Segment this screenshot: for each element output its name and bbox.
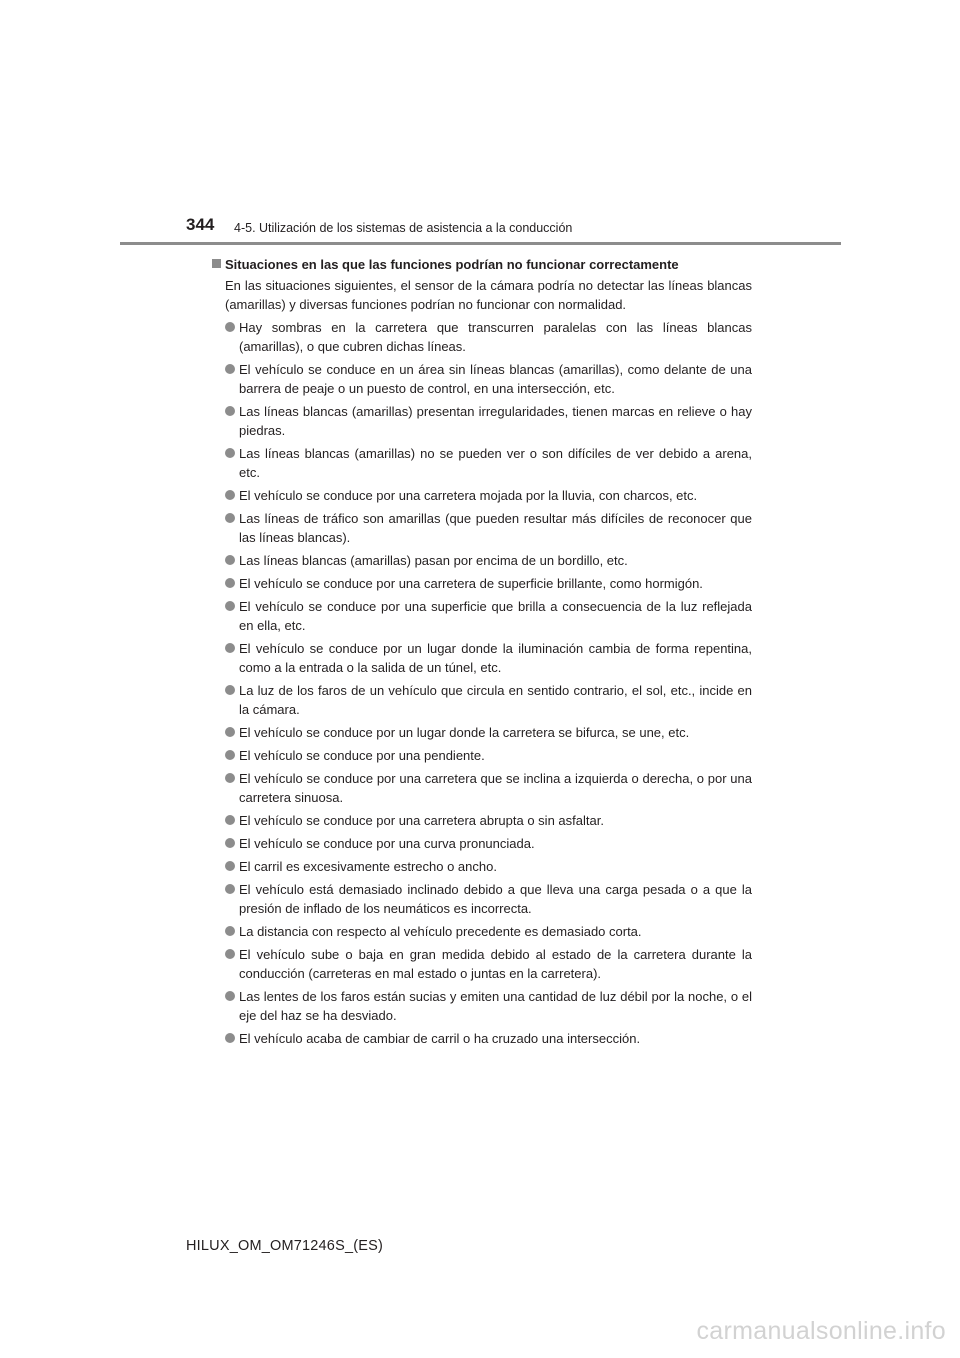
- list-item-text: Las líneas de tráfico son amarillas (que pueden resultar más difíciles de reconocer que las líneas blancas).: [239, 511, 752, 545]
- list-item: [212, 857, 752, 876]
- circle-bullet-icon: [225, 949, 235, 959]
- list-item-text: El vehículo se conduce por una carretera de superficie brillante, como hormigón.: [239, 576, 703, 591]
- list-item-text: El vehículo acaba de cambiar de carril o ha cruzado una intersección.: [239, 1031, 641, 1046]
- intro-paragraph: En las situaciones siguientes, el sensor de la cámara podría no detectar las líneas blancas (amarillas) y diversas funciones podrían no funcionar con normalidad.: [225, 278, 752, 312]
- list-item-text: Las líneas blancas (amarillas) no se pueden ver o son difíciles de ver debido a arena, etc.: [239, 446, 752, 480]
- list-item: [212, 769, 752, 807]
- list-item: [212, 360, 752, 398]
- list-item: [212, 318, 752, 356]
- section-title: 4-5. Utilización de los sistemas de asistencia a la conducción: [234, 221, 573, 235]
- circle-bullet-icon: [225, 750, 235, 760]
- list-item: [212, 945, 752, 983]
- circle-bullet-icon: [225, 578, 235, 588]
- list-item: [212, 509, 752, 547]
- list-item: [212, 723, 752, 742]
- list-item-text: El vehículo se conduce por una curva pronunciada.: [239, 836, 535, 851]
- circle-bullet-icon: [225, 884, 235, 894]
- document-code: HILUX_OM_OM71246S_(ES): [186, 1238, 384, 1254]
- circle-bullet-icon: [225, 685, 235, 695]
- list-item: [212, 834, 752, 853]
- square-bullet-icon: [212, 259, 221, 268]
- list-item-text: El vehículo se conduce en un área sin líneas blancas (amarillas), como delante de una barrera de peaje o un puesto de control, en una intersección, etc.: [239, 362, 752, 396]
- list-item-text: El vehículo se conduce por una carretera que se inclina a izquierda o derecha, o por una carretera sinuosa.: [239, 771, 752, 805]
- list-item-text: Las lentes de los faros están sucias y emiten una cantidad de luz débil por la noche, o el eje del haz se ha desviado.: [239, 989, 752, 1023]
- list-item-text: La luz de los faros de un vehículo que circula en sentido contrario, el sol, etc., incide en la cámara.: [239, 683, 752, 717]
- circle-bullet-icon: [225, 727, 235, 737]
- list-item: [212, 811, 752, 830]
- content-section: [212, 255, 752, 1048]
- list-item: [212, 922, 752, 941]
- list-item-text: La distancia con respecto al vehículo precedente es demasiado corta.: [239, 924, 642, 939]
- page-number: 344: [186, 215, 215, 234]
- circle-bullet-icon: [225, 643, 235, 653]
- list-item: [212, 1029, 752, 1048]
- list-item-text: El vehículo se conduce por una carretera abrupta o sin asfaltar.: [239, 813, 604, 828]
- circle-bullet-icon: [225, 406, 235, 416]
- circle-bullet-icon: [225, 815, 235, 825]
- list-item: [212, 574, 752, 593]
- circle-bullet-icon: [225, 448, 235, 458]
- list-item-text: El vehículo está demasiado inclinado debido a que lleva una carga pesada o a que la presión de inflado de los neumáticos es incorrecta.: [239, 882, 752, 916]
- list-item-text: Las líneas blancas (amarillas) pasan por encima de un bordillo, etc.: [239, 553, 628, 568]
- circle-bullet-icon: [225, 773, 235, 783]
- list-item-text: El vehículo se conduce por una pendiente.: [239, 748, 485, 763]
- section-heading: [212, 255, 752, 274]
- list-item: [212, 746, 752, 765]
- list-item: [212, 987, 752, 1025]
- list-item: [212, 551, 752, 570]
- section-heading-text: Situaciones en las que las funciones podrían no funcionar correctamente: [225, 257, 679, 272]
- circle-bullet-icon: [225, 926, 235, 936]
- list-item-text: El vehículo se conduce por una carretera mojada por la lluvia, con charcos, etc.: [239, 488, 698, 503]
- list-item: [212, 880, 752, 918]
- list-item-text: El vehículo se conduce por una superficie que brilla a consecuencia de la luz reflejada en ella, etc.: [239, 599, 752, 633]
- list-item: [212, 486, 752, 505]
- circle-bullet-icon: [225, 991, 235, 1001]
- list-item-text: Las líneas blancas (amarillas) presentan irregularidades, tienen marcas en relieve o hay piedras.: [239, 404, 752, 438]
- circle-bullet-icon: [225, 555, 235, 565]
- list-item-text: Hay sombras en la carretera que transcurren paralelas con las líneas blancas (amarillas), o que cubren dichas líneas.: [239, 320, 752, 354]
- list-item-text: El carril es excesivamente estrecho o ancho.: [239, 859, 497, 874]
- list-item-text: El vehículo se conduce por un lugar donde la iluminación cambia de forma repentina, como a la entrada o la salida de un túnel, etc.: [239, 641, 752, 675]
- circle-bullet-icon: [225, 861, 235, 871]
- circle-bullet-icon: [225, 513, 235, 523]
- list-item: [212, 444, 752, 482]
- list-item-text: El vehículo sube o baja en gran medida debido al estado de la carretera durante la conducción (carreteras en mal estado o juntas en la carretera).: [239, 947, 752, 981]
- circle-bullet-icon: [225, 838, 235, 848]
- circle-bullet-icon: [225, 490, 235, 500]
- header-rule: [120, 242, 841, 245]
- circle-bullet-icon: [225, 364, 235, 374]
- list-item: [212, 639, 752, 677]
- circle-bullet-icon: [225, 1033, 235, 1043]
- bullet-list: [212, 318, 752, 1048]
- circle-bullet-icon: [225, 322, 235, 332]
- list-item: [212, 597, 752, 635]
- watermark: carmanualsonline.info: [696, 1317, 946, 1345]
- circle-bullet-icon: [225, 601, 235, 611]
- list-item: [212, 402, 752, 440]
- list-item-text: El vehículo se conduce por un lugar donde la carretera se bifurca, se une, etc.: [239, 725, 690, 740]
- list-item: [212, 681, 752, 719]
